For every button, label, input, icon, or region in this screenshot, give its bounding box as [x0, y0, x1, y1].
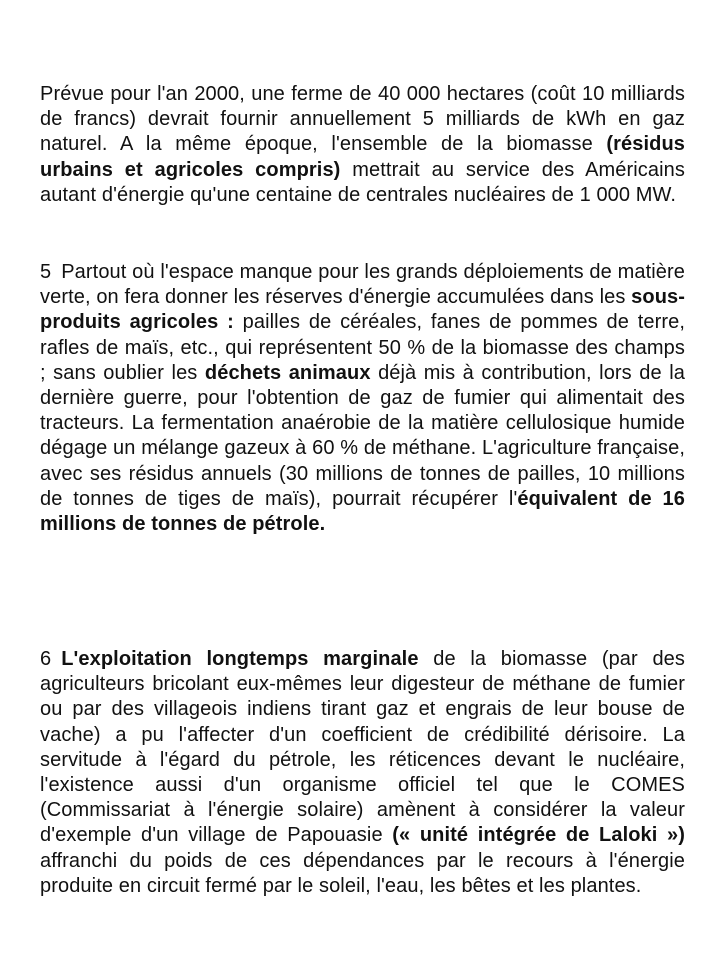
paragraph-5 [40, 260, 685, 537]
paragraph-number: 6 [40, 648, 52, 670]
text-segment: pailles de céréales, fanes de pommes de terre, rafles de maïs, etc., qui représentent 50 % de la biomasse des champs ; sans oublier les [40, 311, 685, 384]
bold-text-segment: sous-produits agricoles : [40, 286, 685, 334]
bold-text-segment: (« unité intégrée de Laloki ») [392, 824, 686, 847]
text-segment: Prévue pour l'an 2000, une ferme de 40 000 hectares (coût 10 milliards de francs) devrait fournir annuellement 5 milliards de kWh en gaz naturel. A la même époque, l'ensemble de la biomasse [40, 83, 685, 156]
text-segment: déjà mis à contribution, lors de la dernière guerre, pour l'obtention de gaz de fumier qui alimentait des tracteurs. La fermentation anaérobie de la matière cellulosique humide dégage un mélange gazeux à 60 % de méthane. L'agriculture française, avec ses résidus annuels (30 millions de tonnes de pailles, 10 millions de tonnes de tiges de maïs), pourrait récupérer l' [40, 361, 685, 510]
paragraph-intro [40, 82, 685, 208]
paragraph-number: 5 [40, 261, 52, 283]
text-segment: de la biomasse (par des agriculteurs bricolant eux-mêmes leur digesteur de méthane de fumier ou par des villageois indiens tirant gaz et engrais de leur bouse de vache) a pu l'affecter d'un coefficient de crédibilité dérisoire. La servitude à l'égard du pétrole, les réticences devant le nucléaire, l'existence aussi d'un organisme officiel tel que le COMES (Commissariat à l'énergie solaire) amènent à considérer la valeur d'exemple d'un village de Papouasie [40, 648, 685, 847]
bold-text-segment: L'exploitation longtemps marginale [61, 648, 419, 670]
paragraph-6 [40, 647, 685, 899]
text-segment: affranchi du poids de ces dépendances par le recours à l'énergie produite en circuit fermé par le soleil, l'eau, les bêtes et les plantes. [40, 849, 685, 897]
text-segment: Partout où l'espace manque pour les grands déploiements de matière verte, on fera donner les réserves d'énergie accumulées dans les [40, 261, 685, 309]
bold-text-segment: (résidus urbains et agricoles compris) [40, 133, 685, 181]
bold-text-segment: équivalent de 16 millions de tonnes de pétrole. [40, 487, 686, 536]
bold-text-segment: déchets animaux [204, 361, 371, 384]
text-segment: mettrait au service des Américains autant d'énergie qu'une centaine de centrales nucléaires de 1 000 MW. [40, 158, 685, 206]
